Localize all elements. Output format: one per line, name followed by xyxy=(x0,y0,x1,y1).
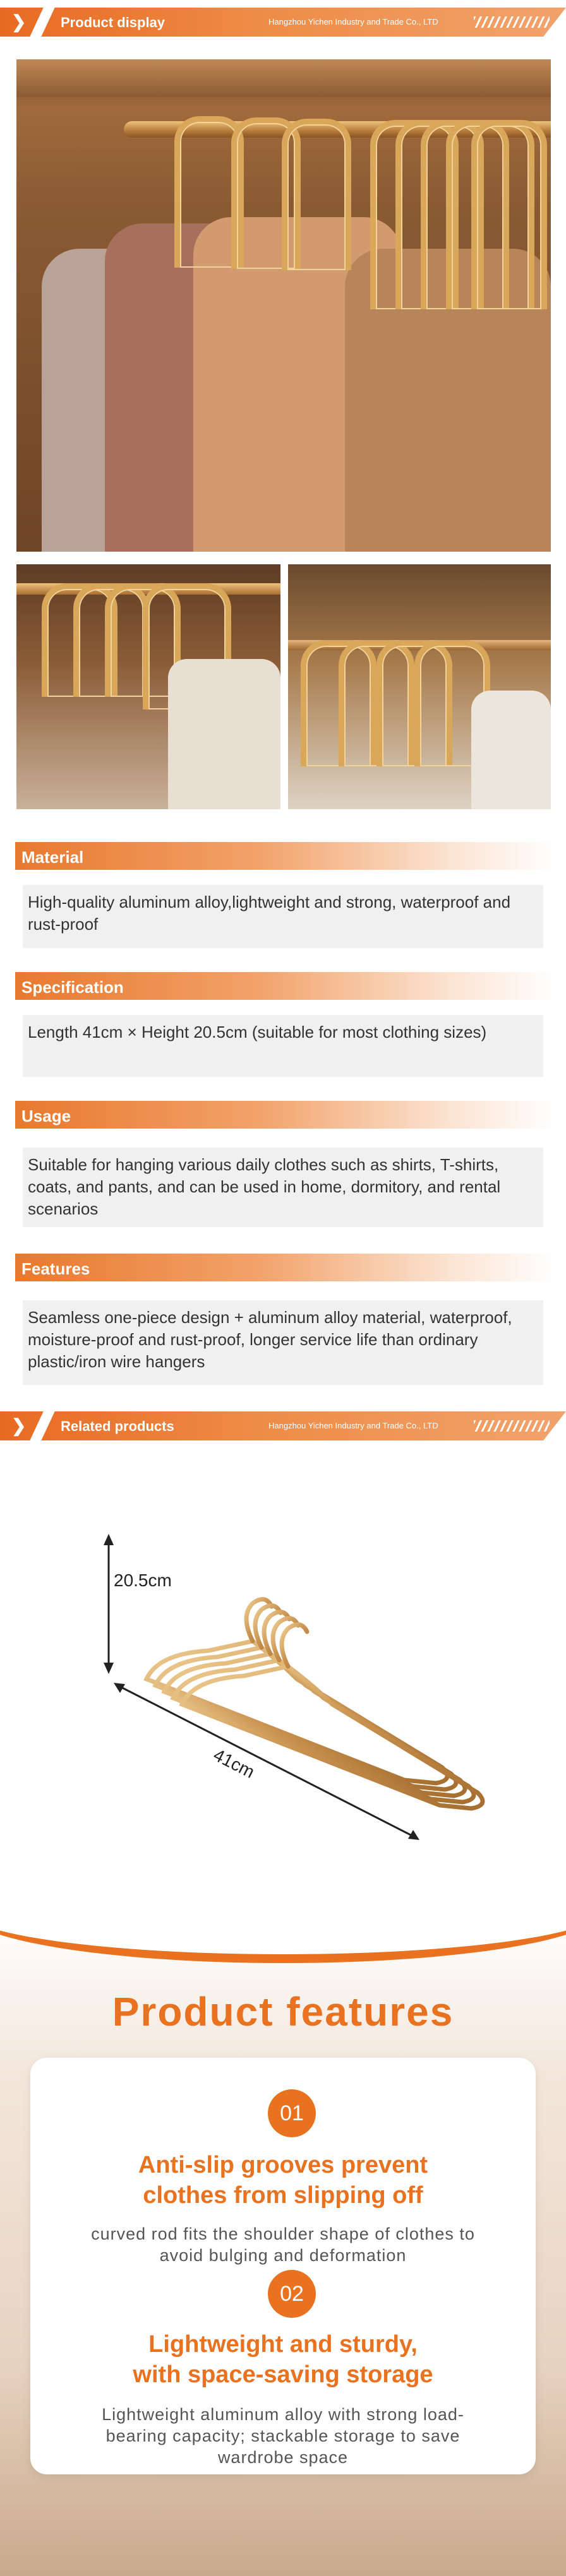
feature-heading: with space-saving storage xyxy=(133,2361,433,2388)
chevron-right-icon: ❯ xyxy=(11,1416,27,1435)
hanger-stack xyxy=(147,1600,483,1808)
related-products-header xyxy=(0,1411,566,1440)
product-features-section xyxy=(0,1856,566,2576)
gold-hanger xyxy=(471,120,547,309)
specification-label-text: Specification xyxy=(21,978,124,997)
length-label: 41cm xyxy=(210,1745,258,1782)
specification-label xyxy=(15,972,556,1000)
wardrobe-photo xyxy=(16,59,551,552)
usage-label-text: Usage xyxy=(21,1107,71,1125)
product-display-header xyxy=(0,8,566,37)
orange-arc-decoration xyxy=(0,1856,566,1963)
section-title: Product display xyxy=(61,15,166,30)
usage-text: Suitable for hanging various daily clothes such as shirts, T-shirts, coats, and pants, and can be used in home, dormitory, and rental scenarios xyxy=(23,1148,543,1227)
material-text: High-quality aluminum alloy,lightweight and strong, waterproof and rust-proof xyxy=(23,885,543,948)
stripes-decoration xyxy=(474,1420,550,1432)
features-card xyxy=(30,2058,536,2474)
white-shirt xyxy=(168,659,280,809)
chevron-right-icon: ❯ xyxy=(11,12,27,32)
specification-text: Length 41cm × Height 20.5cm (suitable for most clothing sizes) xyxy=(23,1015,543,1077)
shelf xyxy=(16,59,551,97)
arrowhead xyxy=(104,1663,114,1674)
feature-description: curved rod fits the shoulder shape of clothes to xyxy=(91,2224,475,2243)
features-text: Seamless one-piece design + aluminum alloy material, waterproof, moisture-proof and rust-proof, longer service life than ordinary plastic/iron wire hangers xyxy=(23,1300,543,1385)
feature-heading: Anti-slip grooves prevent xyxy=(138,2152,428,2178)
feature-description: bearing capacity; stackable storage to save xyxy=(105,2426,461,2445)
feature-description: wardrobe space xyxy=(217,2448,349,2467)
feature-heading: Lightweight and sturdy, xyxy=(148,2331,418,2358)
hanger-photo-right xyxy=(288,564,551,809)
features-label xyxy=(15,1254,556,1281)
hanger-dimension-figure xyxy=(0,1471,566,1862)
arrowhead xyxy=(104,1534,114,1545)
company-name: Hangzhou Yichen Industry and Trade Co., LTD xyxy=(268,1421,438,1430)
material-label-text: Material xyxy=(21,848,84,867)
usage-label xyxy=(15,1101,556,1129)
gold-hanger xyxy=(282,119,351,270)
hanger-photo-left xyxy=(16,564,280,809)
length-dimension-line xyxy=(117,1685,414,1837)
material-label xyxy=(15,842,556,870)
features-label-text: Features xyxy=(21,1259,90,1278)
company-name: Hangzhou Yichen Industry and Trade Co., LTD xyxy=(268,17,438,27)
feature-number-badge: 02 xyxy=(268,2270,316,2318)
feature-heading: clothes from slipping off xyxy=(143,2182,423,2209)
stripes-decoration xyxy=(474,16,550,28)
hanger-drawing xyxy=(0,1471,566,1862)
section-title: Related products xyxy=(61,1418,174,1434)
white-shirt xyxy=(471,691,551,809)
feature-number-badge: 01 xyxy=(268,2089,316,2137)
feature-description: Lightweight aluminum alloy with strong load- xyxy=(102,2405,464,2424)
product-features-title: Product features xyxy=(112,1989,454,2034)
feature-description: avoid bulging and deformation xyxy=(159,2246,407,2265)
height-label: 20.5cm xyxy=(114,1570,172,1590)
